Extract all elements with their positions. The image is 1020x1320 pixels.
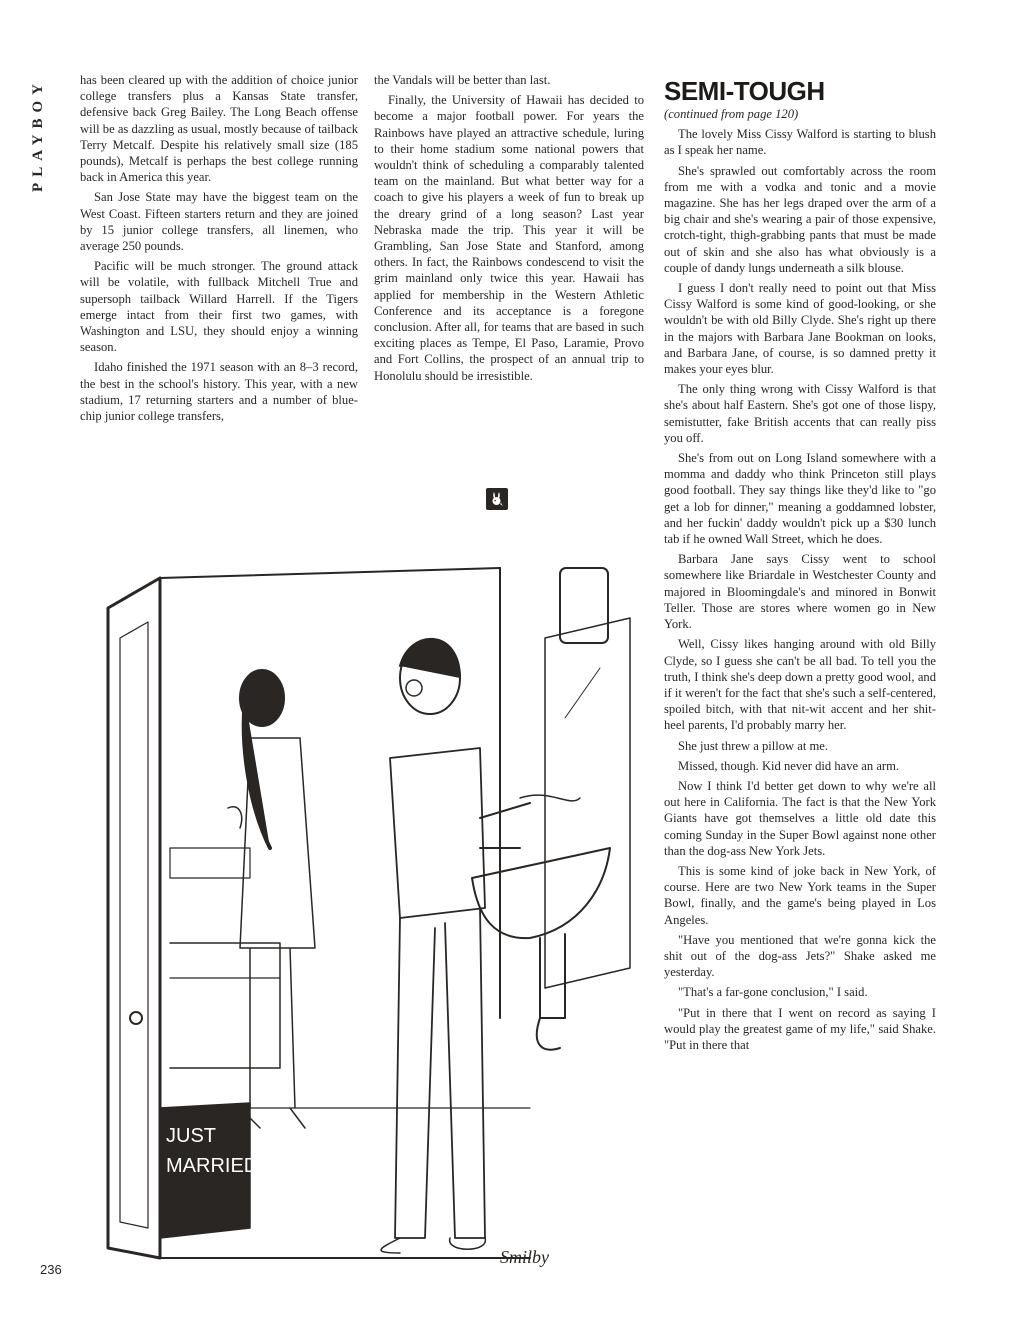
paragraph: She's sprawled out comfortably across the room from me with a vodka and tonic and a movie magazine. She has her legs draped over the arm of a big chair and she's wearing a pair of those expensive, crotch-tight, thigh-grabbing pants that must be made out of skin and she also has what obviously is a couple of dandy lungs underneath a silk blouse. xyxy=(664,163,936,275)
paragraph: the Vandals will be better than last. xyxy=(374,73,551,87)
spine-label: PLAYBOY xyxy=(30,78,46,192)
paragraph: The only thing wrong with Cissy Walford is that she's about half Eastern. She's got one of those lispy, semistutter, fake British accents that can really piss you off. xyxy=(664,382,936,445)
luggage-text-line1: JUST xyxy=(166,1125,216,1147)
paragraph: The lovely Miss Cissy Walford is starting to blush as I speak her name. xyxy=(664,127,936,158)
paragraph: Well, Cissy likes hanging around with old Billy Clyde, so I guess she can't be all bad. To tell you the truth, I think she's deep down a pretty good wool, and if it weren't for the fact that she's such a self-centered, spoiled bitch, with that nit-wit accent and her shit-heel parents, I'd probably marry her. xyxy=(664,637,936,733)
article-column-2 xyxy=(374,72,644,384)
paragraph: "That's a far-gone conclusion," I said. xyxy=(678,985,868,1000)
paragraph: Missed, though. Kid never did have an arm. xyxy=(678,758,900,773)
paragraph: Idaho finished the 1971 season with an 8–3 record, the best in the school's history. This year, with a new stadium, 17 returning starters and a number of blue-chip junior college transfers, xyxy=(80,360,358,424)
bunny-logo-icon xyxy=(486,488,508,510)
paragraph: Pacific will be much stronger. The ground attack will be volatile, with fullback Mitchell True and supersoph tailback Willard Harrell. If the Tigers emerge intact from their first two games, with Washington and LSU, they should enjoy a winning season. xyxy=(80,259,358,355)
article-column-3 xyxy=(664,72,936,1053)
paragraph: This is some kind of joke back in New York, of course. Here are two New York teams in the Super Bowl, finally, and the game's being played in Los Angeles. xyxy=(664,863,936,927)
paragraph: has been cleared up with the addition of choice junior college transfers plus a Kansas State transfer, defensive back Greg Bailey. The Long Beach offense will be as dazzling as usual, mostly because of tailback Terry Metcalf. Despite his relatively small size (185 pounds), Metcalf is perhaps the best college running back in America this year. xyxy=(80,73,358,185)
paragraph: She's from out on Long Island somewhere with a momma and daddy who think Princeton still plays good football. They say things like they'd like to "go get a lob for dinner," meaning a goddamned lobster, and her fuckin' daddy wouldn't pick up a $30 lunch tab if he owned Wall Street, which he does. xyxy=(664,451,936,547)
paragraph: "Put in there that I went on record as saying I would play the greatest game of my life," said Shake. "Put in there that xyxy=(664,1005,936,1052)
paragraph: Now I think I'd better get down to why we're all out here in California. The fact is that the New York Giants have got themselves a little old date this coming Sunday in the Super Bowl against none other than the dog-ass New York Jets. xyxy=(664,778,936,858)
article-column-1 xyxy=(80,72,358,424)
paragraph: San Jose State may have the biggest team on the West Coast. Fifteen starters return and they are joined by 15 junior college transfers, all linemen, who average 250 pounds. xyxy=(80,190,358,254)
luggage-text-line2: MARRIED xyxy=(166,1155,259,1177)
article-title: SEMI-TOUGH xyxy=(664,76,825,106)
paragraph: I guess I don't really need to point out that Miss Cissy Walford is some kind of good-looking, or she wouldn't be with old Billy Clyde. She's right up there in the majors with Barbara Jane Bookman on looks, and Barbara Jane, of course, is so damned pretty it makes your eyes blur. xyxy=(664,281,936,377)
artist-signature: Smilby xyxy=(500,1247,549,1267)
paragraph: Barbara Jane says Cissy went to school somewhere like Briardale in Westchester County and majored in Bloomingdale's and minored in Bonwit Teller. Those are stores where women go in New York. xyxy=(664,552,936,632)
paragraph: "Have you mentioned that we're gonna kick the shit out of the dog-ass Jets?" Shake asked me yesterday. xyxy=(664,932,936,980)
continued-note: (continued from page 120) xyxy=(664,107,799,121)
paragraph: Finally, the University of Hawaii has decided to become a major football power. For years the Rainbows have played an attractive schedule, luring to their home stadium some national powers that wouldn't think of scheduling a comparably talented team on the mainland. But what better way for a coach to give his players a week of fun to break up the dreary grind of a long season? Last year Nebraska made the trip. This year it will be Grambling, San Jose State and Stanford, among others. In fact, the Rainbows condescend to visit the grim mainland only twice this year. Hawaii has applied for membership in the Western Athletic Conference and its acceptance is a foregone conclusion. After all, for teams that are based in such exciting places as Tempe, El Paso, Laramie, Provo and Fort Collins, the prospect of an annual trip to Honolulu should be irresistible. xyxy=(374,93,644,383)
cartoon-illustration xyxy=(100,548,640,1278)
paragraph: She just threw a pillow at me. xyxy=(678,738,829,753)
page-number: 236 xyxy=(40,1262,62,1277)
